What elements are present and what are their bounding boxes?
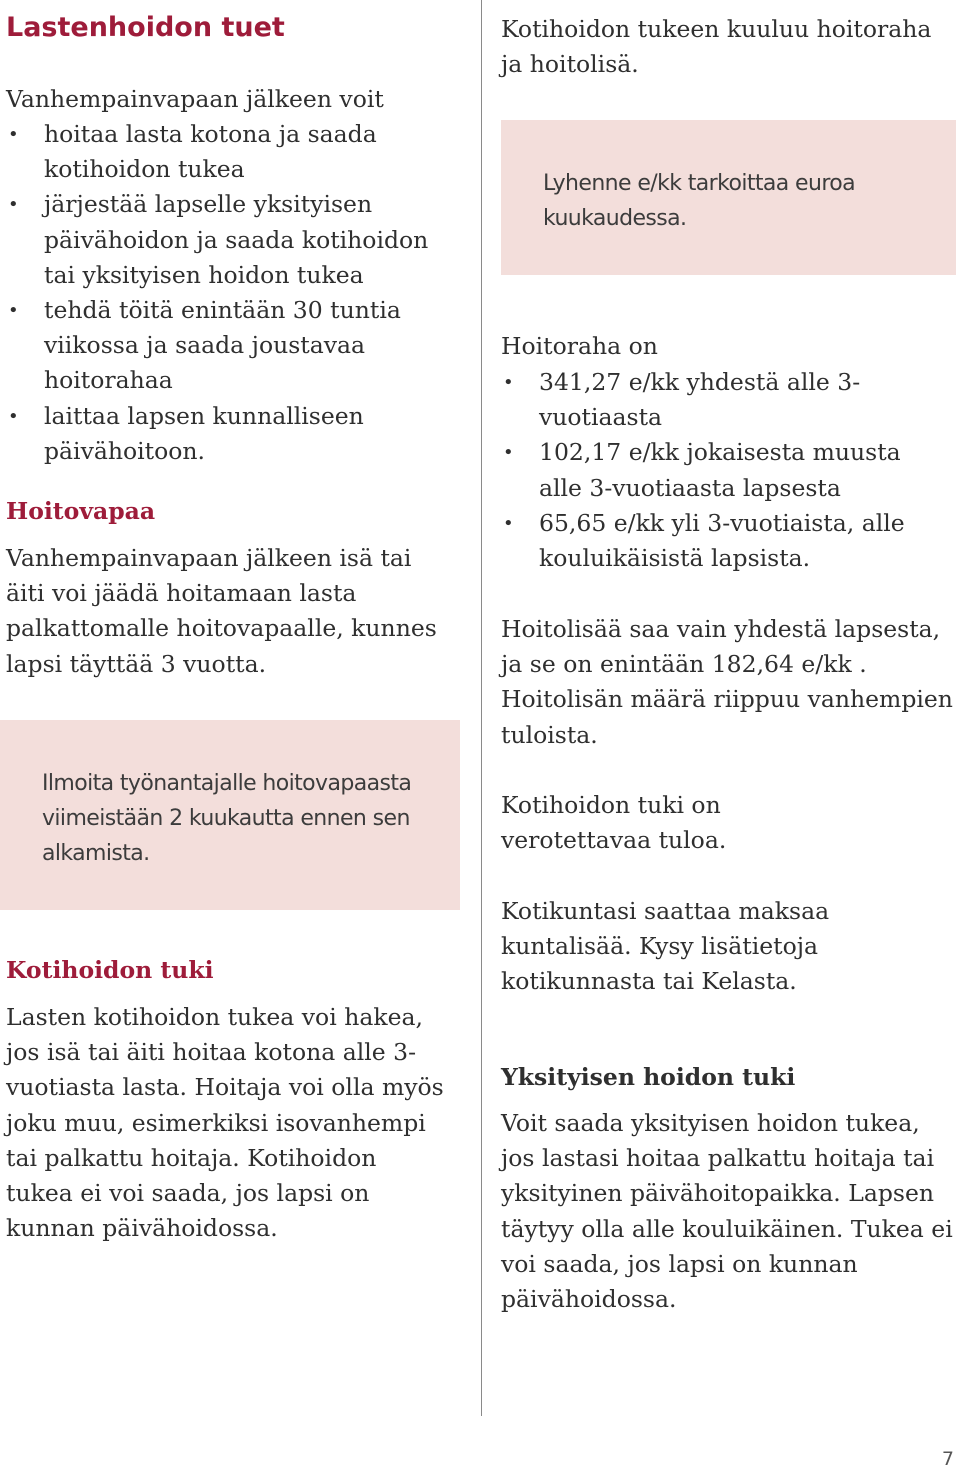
list-item: • hoitaa lasta kotona ja saada kotihoidon tukea — [6, 117, 446, 187]
hoitolisa-text: Hoitolisää saa vain yhdestä lapsesta, ja se on enintään 182,64 e/kk . Hoitolisän määrä riippuu vanhempien tuloista. — [501, 615, 953, 749]
page-title: Lastenhoidon tuet — [6, 12, 285, 43]
kotihoidon-tuki-intro: Kotihoidon tukeen kuuluu hoitoraha ja hoitolisä. — [501, 15, 932, 79]
list-item: • 65,65 e/kk yli 3-vuotiaista, alle kouluikäisistä lapsista. — [501, 506, 916, 576]
hoitovapaa-note — [0, 720, 460, 910]
hoitovapaa-heading: Hoitovapaa — [6, 497, 156, 525]
list-item: • 102,17 e/kk jokaisesta muusta alle 3-vuotiaasta lapsesta — [501, 435, 916, 505]
list-item: • tehdä töitä enintään 30 tuntia viikossa ja saada joustavaa hoitorahaa — [6, 293, 446, 399]
page-number: 7 — [941, 1448, 954, 1470]
hoitovapaa-text: Vanhempainvapaan jälkeen isä tai äiti voi jäädä hoitamaan lasta palkattomalle hoitovapaalle, kunnes lapsi täyttää 3 vuotta. — [6, 544, 437, 678]
list-item: • laittaa lapsen kunnalliseen päivähoitoon. — [6, 399, 446, 469]
hoitoraha-intro: Hoitoraha on — [501, 332, 658, 360]
yksityisen-hoidon-tuki-text: Voit saada yksityisen hoidon tukea, jos lastasi hoitaa palkattu hoitaja tai yksityinen päivähoitopaikka. Lapsen täytyy olla alle kouluikäinen. Tukea ei voi saada, jos lapsi on kunnan päivähoidossa. — [501, 1109, 953, 1314]
abbreviation-note — [501, 120, 956, 275]
note-text: Ilmoita työnantajalle hoitovapaasta viimeistään 2 kuukautta ennen sen alkamista. — [42, 771, 412, 866]
intro-text: Vanhempainvapaan jälkeen voit — [6, 85, 384, 113]
hoitoraha-list — [501, 365, 916, 576]
kotihoidon-tuki-text: Lasten kotihoidon tukea voi hakea, jos isä tai äiti hoitaa kotona alle 3-vuotiasta lasta. Hoitaja voi olla myös joku muu, esimerkiksi isovanhempi tai palkattu hoitaja. Kotihoidon tukea ei voi saada, jos lapsi on kunnan päivähoidossa. — [6, 1003, 444, 1243]
verotus-text: Kotihoidon tuki on verotettavaa tuloa. — [501, 791, 727, 855]
note-text: Lyhenne e/kk tarkoittaa euroa kuukaudessa. — [543, 171, 856, 231]
list-item: • järjestää lapselle yksityisen päivähoidon ja saada kotihoidon tai yksityisen hoidon tukea — [6, 187, 446, 293]
kuntalisa-text: Kotikuntasi saattaa maksaa kuntalisää. Kysy lisätietoja kotikunnasta tai Kelasta. — [501, 897, 830, 996]
list-item: • 341,27 e/kk yhdestä alle 3-vuotiaasta — [501, 365, 916, 435]
kotihoidon-tuki-heading: Kotihoidon tuki — [6, 956, 214, 984]
yksityisen-hoidon-tuki-heading: Yksityisen hoidon tuki — [501, 1063, 796, 1091]
options-list — [6, 117, 446, 469]
column-divider — [481, 0, 482, 1416]
